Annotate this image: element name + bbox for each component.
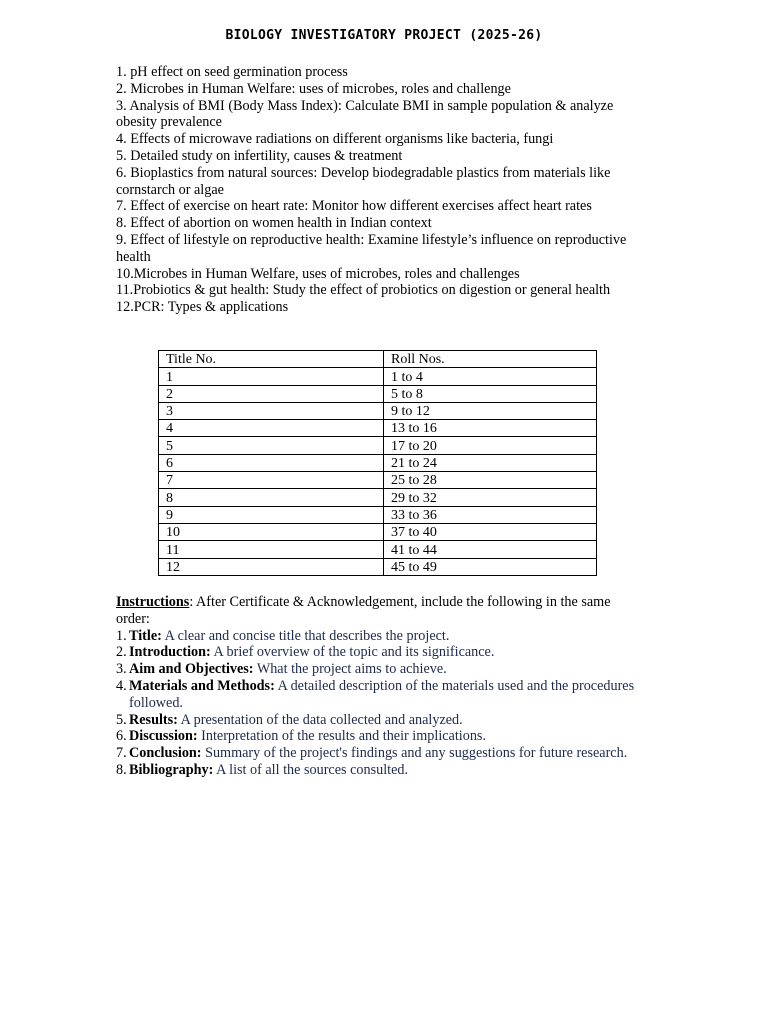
table-row — [159, 402, 597, 419]
roll-nos-cell: 37 to 40 — [384, 523, 597, 540]
instruction-steps-list — [116, 628, 641, 779]
step-description: A detailed description of the materials used and the procedures followed. — [129, 677, 635, 711]
step-term: Title: — [129, 627, 162, 644]
table-row — [159, 558, 597, 575]
topic-item: 6. Bioplastics from natural sources: Develop biodegradable plastics from materials like cornstarch or algae — [116, 164, 611, 198]
roll-nos-cell: 9 to 12 — [384, 402, 597, 419]
instruction-step — [116, 712, 641, 729]
step-description: A brief overview of the topic and its significance. — [210, 644, 495, 661]
instruction-step — [116, 661, 641, 678]
roll-nos-cell: 17 to 20 — [384, 437, 597, 454]
roll-nos-cell: 33 to 36 — [384, 506, 597, 523]
step-number: 5. — [116, 711, 127, 728]
table-row — [159, 489, 597, 506]
instruction-step — [116, 762, 641, 779]
instructions-heading: Instructions — [116, 594, 190, 610]
step-number: 4. — [116, 677, 127, 694]
topic-item: 11.Probiotics & gut health: Study the effect of probiotics on digestion or general health — [116, 282, 611, 299]
step-number: 7. — [116, 745, 127, 762]
roll-nos-cell: 21 to 24 — [384, 454, 597, 471]
roll-nos-cell: 1 to 4 — [384, 368, 597, 385]
instruction-step — [116, 678, 641, 712]
title-no-cell: 5 — [159, 437, 384, 454]
step-number: 2. — [116, 644, 127, 661]
topic-item: 12.PCR: Types & applications — [116, 299, 289, 316]
step-term: Introduction: — [129, 644, 211, 661]
instruction-step — [116, 628, 641, 645]
title-no-cell: 9 — [159, 506, 384, 523]
step-description: Summary of the project's findings and any suggestions for future research. — [201, 745, 628, 762]
table-row — [159, 368, 597, 385]
step-number: 6. — [116, 728, 127, 745]
title-no-cell: 10 — [159, 523, 384, 540]
step-term: Materials and Methods: — [129, 677, 275, 694]
step-number: 1. — [116, 627, 127, 644]
step-number: 8. — [116, 761, 127, 778]
table-row — [159, 385, 597, 402]
topic-list — [116, 64, 646, 316]
step-description: A list of all the sources consulted. — [213, 761, 409, 778]
step-description: Interpretation of the results and their implications. — [197, 728, 486, 745]
title-no-cell: 3 — [159, 402, 384, 419]
instruction-step — [116, 728, 641, 745]
title-no-cell: 8 — [159, 489, 384, 506]
step-term: Bibliography: — [129, 761, 214, 778]
roll-nos-cell: 13 to 16 — [384, 420, 597, 437]
step-description: What the project aims to achieve. — [253, 661, 447, 678]
column-header-title-no: Title No. — [159, 351, 384, 368]
step-term: Conclusion: — [129, 745, 202, 762]
title-no-cell: 4 — [159, 420, 384, 437]
topic-item: 8. Effect of abortion on women health in Indian context — [116, 215, 432, 232]
title-no-cell: 11 — [159, 541, 384, 558]
topic-item: 10.Microbes in Human Welfare, uses of microbes, roles and challenges — [116, 265, 520, 282]
title-no-cell: 2 — [159, 385, 384, 402]
table-row — [159, 454, 597, 471]
table-row — [159, 506, 597, 523]
instructions-intro — [116, 594, 641, 628]
step-description: A presentation of the data collected and analyzed. — [177, 711, 463, 728]
roll-nos-cell: 5 to 8 — [384, 385, 597, 402]
roll-nos-cell: 29 to 32 — [384, 489, 597, 506]
table-row — [159, 437, 597, 454]
column-header-roll-nos: Roll Nos. — [384, 351, 597, 368]
roll-nos-cell: 25 to 28 — [384, 472, 597, 489]
roll-nos-cell: 45 to 49 — [384, 558, 597, 575]
instructions-intro-text: : After Certificate & Acknowledgement, include the following in the same order: — [116, 594, 611, 627]
title-no-cell: 12 — [159, 558, 384, 575]
instructions-section — [116, 594, 641, 779]
topic-item: 3. Analysis of BMI (Body Mass Index): Calculate BMI in sample population & analyze obesity prevalence — [116, 97, 614, 131]
table-row — [159, 472, 597, 489]
topic-item: 9. Effect of lifestyle on reproductive health: Examine lifestyle’s influence on reproductive health — [116, 231, 627, 265]
roll-nos-cell: 41 to 44 — [384, 541, 597, 558]
roll-allocation-table-wrapper — [158, 350, 597, 576]
step-term: Results: — [129, 711, 178, 728]
table-header-row — [159, 351, 597, 368]
topic-item: 5. Detailed study on infertility, causes & treatment — [116, 147, 403, 164]
title-no-cell: 1 — [159, 368, 384, 385]
title-no-cell: 7 — [159, 472, 384, 489]
step-term: Aim and Objectives: — [129, 661, 254, 678]
step-description: A clear and concise title that describes the project. — [161, 627, 450, 644]
table-row — [159, 541, 597, 558]
step-number: 3. — [116, 661, 127, 678]
instruction-step — [116, 644, 641, 661]
roll-allocation-table — [158, 350, 597, 576]
page-title: BIOLOGY INVESTIGATORY PROJECT (2025-26) — [225, 28, 543, 43]
table-row — [159, 523, 597, 540]
topic-item: 1. pH effect on seed germination process — [116, 64, 348, 80]
topic-item: 2. Microbes in Human Welfare: uses of microbes, roles and challenge — [116, 80, 511, 97]
topic-item: 7. Effect of exercise on heart rate: Monitor how different exercises affect heart rates — [116, 198, 592, 215]
table-row — [159, 420, 597, 437]
topic-item: 4. Effects of microwave radiations on different organisms like bacteria, fungi — [116, 131, 554, 148]
title-no-cell: 6 — [159, 454, 384, 471]
instruction-step — [116, 745, 641, 762]
step-term: Discussion: — [129, 728, 198, 745]
